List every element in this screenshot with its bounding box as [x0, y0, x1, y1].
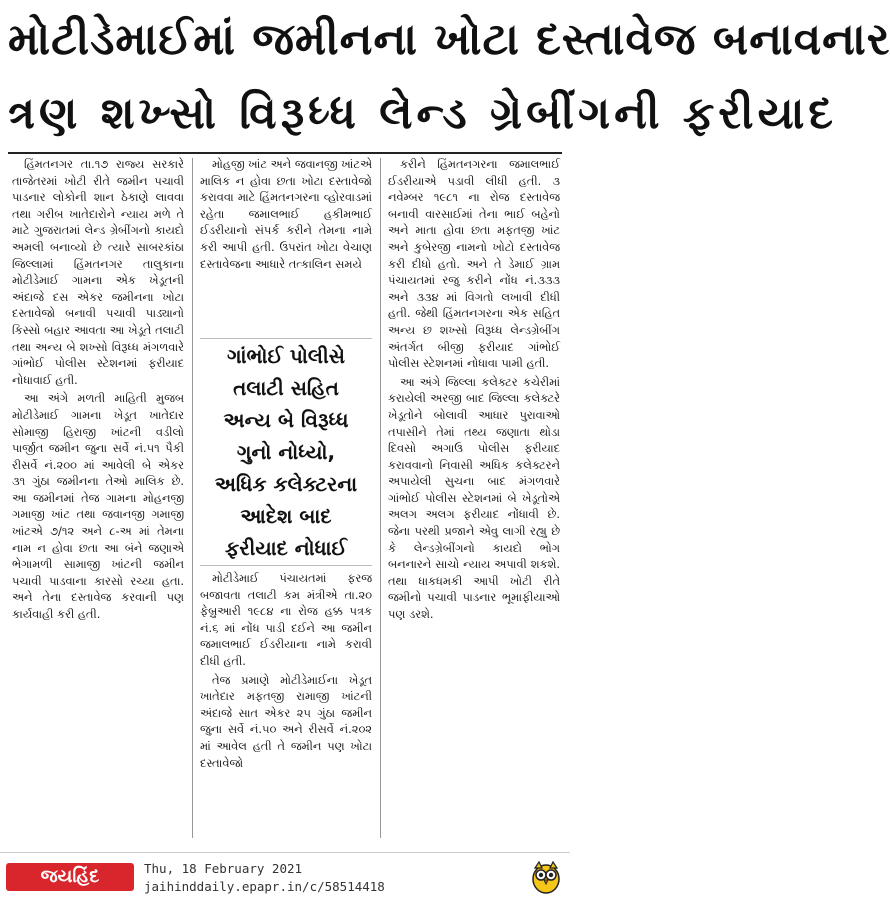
article-column-1	[12, 156, 184, 842]
column-divider	[192, 158, 193, 838]
pull-quote	[200, 338, 372, 566]
publication-date: Thu, 18 February 2021	[144, 861, 303, 876]
newspaper-logo[interactable]: જયહિંદ	[6, 863, 134, 891]
headline-divider	[8, 152, 562, 154]
column-divider	[380, 158, 381, 838]
headline-line-1: મોટીડેમાઈમાં જમીનના ખોટા દસ્તાવેજ બનાવનાર	[8, 14, 890, 65]
pull-quote-line: ગુનો નોધ્યો,	[236, 440, 336, 464]
article-column-2-bottom	[200, 570, 372, 842]
owl-icon[interactable]	[528, 859, 564, 895]
paragraph: આ અંગે જિલ્લા કલેક્ટર કચેરીમાં કરાયેલી અરજી બાદ જિલ્લા કલેક્ટરે ખેડૂતોને બોલાવી આધાર પુરાવાઓ તપાસીને તેમાં તથ્ય જણાતા થોડા દિવસો અગાઉ પોલીસ ફરીયાદ કરાવવાનો નિવાસી અધિક કલેક્ટરને અપાયેલી સુચના બાદ મંગળવારે ગાંભોઈ પોલીસ સ્ટેશનમાં બે ખેડૂતોએ અલગ અલગ ફરીયાદ નોંધાવી છે. જેના પરથી પ્રજાને એવુ લાગી રહ્યુ છે કે લેન્ડગ્રેબીંગનો કાયદો ભોગ બનનારને સાચો ન્યાય અપાવી શકશે. તથા ધાકધમકી આપી ખોટી રીતે જમીનો પચાવી પાડનાર ભૂમાફીયાઓ પણ ડરશે.	[388, 374, 560, 622]
paragraph: મોટીડેમાઈ પંચાયતમાં ફરજ બજાવતા તલાટી કમ મંત્રીએ તા.૨૦ ફેબ્રુઆરી ૧૯૮૪ ના રોજ હક્ક પત્રક નં.૬ માં નોંધ પાડી દઈને આ જમીન જમાલભાઈ ઈડરીયાના નામે કરાવી દીધી હતી.	[200, 571, 372, 668]
article-column-2-top	[200, 156, 372, 332]
pull-quote-line: અધિક કલેક્ટરના	[214, 472, 358, 496]
paragraph: કરીને હિંમતનગરના જમાલભાઈ ઈડરીયાએ પડાવી લીધી હતી. ૩ નવેમ્બર ૧૯૮૧ ના રોજ દસ્તાવેજ બનાવી વારસાઈમાં તેના ભાઈ બહેનો અને માતા હોવા છતા મફતજી ખાંટ અને કુબેરજી નામનો ખોટો દસ્તાવેજ કરી દીધો હતો. અને તે ડેમાઈ ગ્રામ પંચાયતમાં રજુ કરીને નોંધ નં.૩૩૩ અને ૩૩૪ માં વિગતો લખાવી દીધી હતી. જેથી હિંમતનગરના એક સહિત અન્ય છ શખ્સો વિરૂધ્ધ લેન્ડગ્રેબીંગ અંતર્ગત બીજી ફરીયાદ ગાંભોઈ પોલીસ સ્ટેશનમાં નોધાવા પામી હતી.	[388, 157, 560, 371]
article-column-3	[388, 156, 560, 842]
pull-quote-line: અન્ય બે વિરૂધ્ધ	[223, 408, 349, 432]
epaper-footer	[0, 852, 570, 901]
paragraph: આ અંગે મળતી માહિતી મુજબ મોટીડેમાઈ ગામના ખેડૂત ખાતેદાર સોમાજી હિરાજી ખાંટની વડીલો પાર્જીત જમીન જુના સર્વે નં.૫૧ પૈકી રીસર્વે નં.૨૦૦ માં આવેલી બે એકર ૩૧ ગુંઠા જમીનના તેઓ માલિક છે. આ જમીનમાં તેજ ગામના મોહનજી ગમાજી ખાંટ તથા જવાનજી ગમાજી ખાંટએ ૭/૧૨ અને ૮-અ માં તેમના નામ ન હોવા છતા આ બંને જણાએ ભેગામળી સામાજી ખાંટની જમીન પચાવી પાડવાના કારસો રચ્યા હતા. અને તેના દસ્તાવેજ કરવાની પણ કાર્યવાહી કરી હતી.	[12, 391, 184, 622]
pull-quote-line: તલાટી સહિત	[233, 376, 339, 400]
paragraph: તેજ પ્રમાણે મોટીડેમાઈના ખેડૂત ખાતેદાર મફતજી રામાજી ખાંટની અંદાજે સાત એકર ૨૫ ગુંઠા જમીન જુના સર્વે નં.૫૦ અને રીસર્વે નં.૨૦૨ માં આવેલ હતી તે જમીન પણ ખોટા દસ્તાવેજો	[200, 672, 372, 770]
paragraph: મોહજી ખાંટ અને જવાનજી ખાંટએ માલિક ન હોવા છતા ખોટા દસ્તાવેજો કરાવવા માટે હિંમતનગરના વ્હોરવાડમાં રહેતા જમાલભાઈ હકીમભાઈ ઈડરીયાનો સંપર્ક કરીને તેમના નામે કરી આપી હતી. ઉપરાંત ખોટા વેચાણ દસ્તાવેજના આધારે તત્કાલિન સમયે	[200, 157, 372, 271]
headline-line-2: ત્રણ શખ્સો વિરૂધ્ધ લેન્ડ ગ્રેબીંગની ફરીયાદ	[8, 88, 838, 139]
paragraph: હિંમતનગર તા.૧૭ રાજ્ય સરકારે તાજેતરમાં ખોટી રીતે જમીન પચાવી પાડનાર લોકોની શાન ઠેકાણે લાવવા તથા ગરીબ ખાતેદારોને ન્યાય મળે તે માટે ગુજરાતમાં લેન્ડ ગ્રેબીંગનો કાયદો અમલી બનાવ્યો છે ત્યારે સાબરકાંઠા જિલ્લામાં હિંમતનગર તાલુકાના મોટીડેમાઈ ગામના એક ખેડૂતની અંદાજે દસ એકર જમીનના ખોટા દસ્તાવેજો બનાવી પચાવી પાડ્યાનો કિસ્સો બહાર આવતા આ ખેડૂતે તલાટી તથા અન્ય બે શખ્સો વિરૂધ્ધ મંગળવારે ગાંભોઈ પોલીસ સ્ટેશનમાં ફરીયાદ નોધાવાઈ હતી.	[12, 157, 184, 387]
pull-quote-line: આદેશ બાદ	[240, 504, 332, 528]
clip-url[interactable]: jaihinddaily.epapr.in/c/58514418	[144, 879, 385, 894]
pull-quote-line: ફરીયાદ નોધાઈ	[224, 536, 347, 560]
pull-quote-line: ગાંભોઈ પોલીસે	[227, 344, 345, 368]
